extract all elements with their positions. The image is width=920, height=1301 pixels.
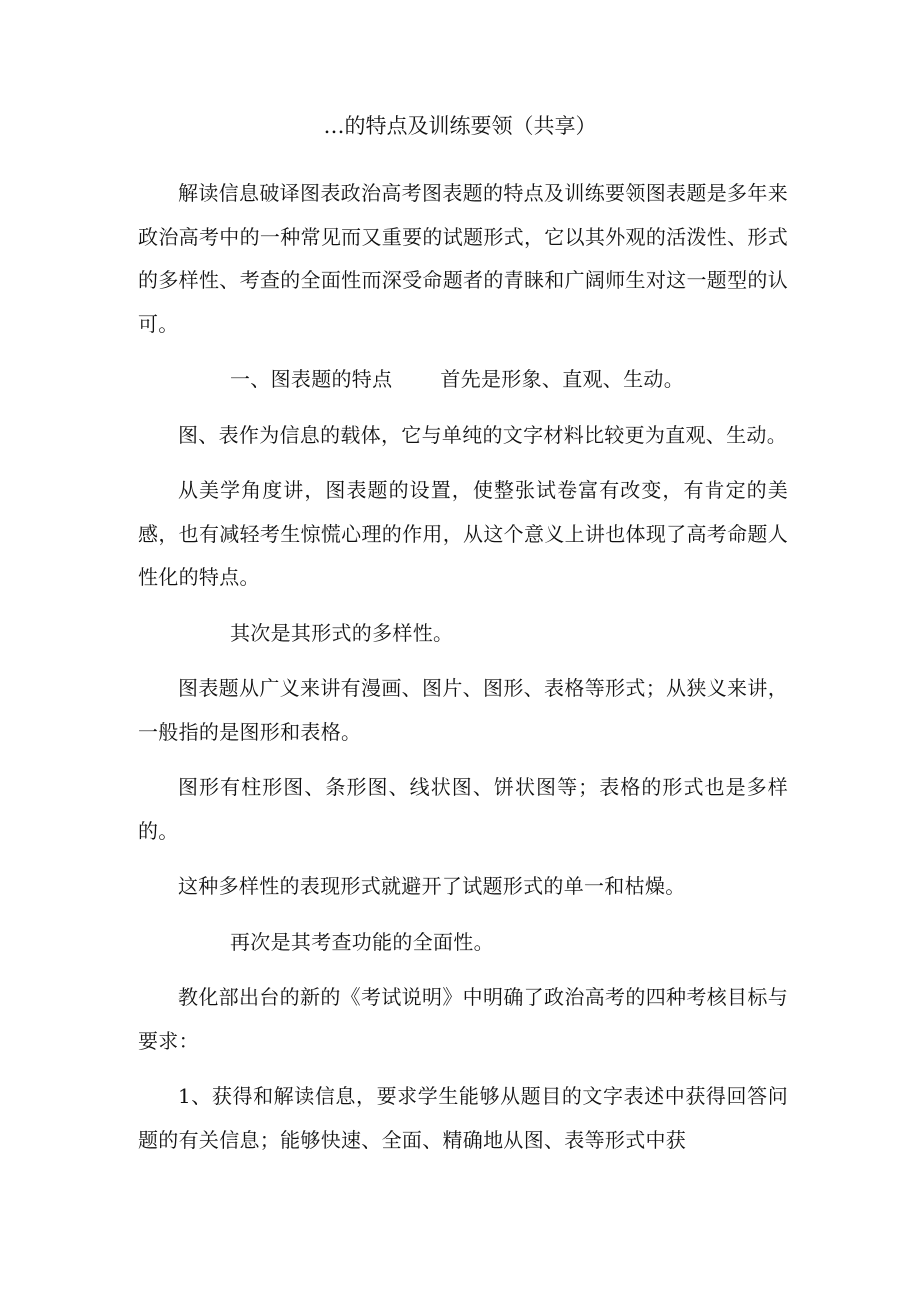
document-title: …的特点及训练要领（共享） bbox=[323, 114, 597, 138]
paragraph-intro: 解读信息破译图表政治高考图表题的特点及训练要领图表题是多年来政治高考中的一种常见而又重要的试题形式，它以其外观的活泼性、形式的多样性、考查的全面性而深受命题者的青睐和广阔师生对这一题型的认可。 bbox=[138, 181, 788, 336]
paragraph-diversity-heading: 其次是其形式的多样性。 bbox=[230, 620, 454, 645]
document-body bbox=[138, 172, 788, 1174]
paragraph-comprehensive-heading: 再次是其考查功能的全面性。 bbox=[230, 929, 494, 954]
paragraph-forms: 图表题从广义来讲有漫画、图片、图形、表格等形式；从狭义来讲，一般指的是图形和表格。 bbox=[138, 676, 788, 744]
paragraph-chart-types: 图形有柱形图、条形图、线状图、饼状图等；表格的形式也是多样的。 bbox=[138, 775, 788, 843]
paragraph-avoid-monotony: 这种多样性的表现形式就避开了试题形式的单一和枯燥。 bbox=[178, 874, 686, 898]
paragraph-objective-1: 1、获得和解读信息，要求学生能够从题目的文字表述中获得回答问题的有关信息；能够快速、全面、精确地从图、表等形式中获 bbox=[138, 1084, 788, 1152]
section-lead: 首先是形象、直观、生动。 bbox=[440, 367, 685, 391]
section-heading-line bbox=[138, 358, 788, 402]
section-heading: 一、图表题的特点 bbox=[230, 367, 393, 391]
paragraph-exam-description: 教化部出台的新的《考试说明》中明确了政治高考的四种考核目标与要求： bbox=[138, 985, 788, 1053]
paragraph-visual-carrier: 图、表作为信息的载体，它与单纯的文字材料比较更为直观、生动。 bbox=[178, 422, 787, 447]
paragraph-aesthetics: 从美学角度讲，图表题的设置，使整张试卷富有改变，有肯定的美感，也有减轻考生惊慌心理的作用，从这个意义上讲也体现了高考命题人性化的特点。 bbox=[138, 478, 788, 589]
